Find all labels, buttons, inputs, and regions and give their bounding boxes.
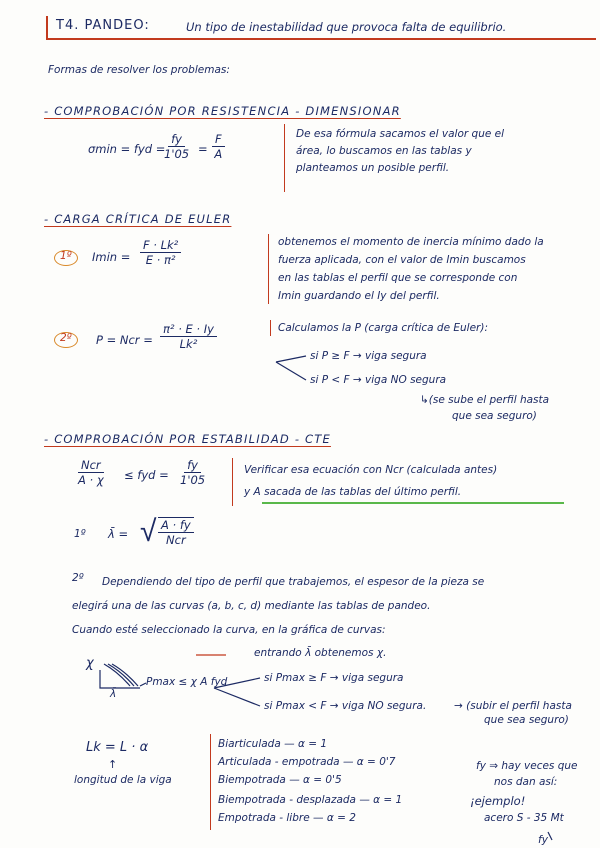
s2-p-num: π² · E · Iy [160, 322, 217, 337]
arrow-icon [276, 362, 306, 380]
s1-F-den: A [214, 147, 223, 161]
s2-step1-label: 1º [60, 250, 72, 262]
s3-lambda-num: A · fy [158, 517, 194, 533]
s4-case-1: Biarticulada — α = 1 [218, 738, 328, 750]
s4-case-2: Articulada - empotrada — α = 0'7 [218, 756, 396, 768]
s2-imin-num: F · Lk² [140, 238, 181, 253]
s3-fy-num: fy [184, 458, 201, 473]
s3-ncr-num: Ncr [78, 458, 104, 473]
arrow-icon [214, 678, 260, 688]
s2-case-safe: si P ≥ F → viga segura [310, 350, 427, 362]
s3-graph-line: entrando λ̄ obtenemos χ. [254, 647, 387, 659]
s2-note1-line-3: en las tablas el perfil que se corresponde con [278, 272, 518, 284]
s3-chi-axis: χ [86, 656, 94, 671]
curve-icon [112, 664, 138, 686]
s2-p-lhs: P = Ncr = [96, 333, 153, 347]
title-code: T4. PANDEO: [56, 18, 150, 33]
s4-case-5: Empotrada - libre — α = 2 [218, 812, 356, 824]
s3-ncr-den: A · χ [78, 473, 104, 487]
s3-lambda-den: Ncr [166, 533, 186, 547]
s4-side-3: ¡ejemplo! [470, 794, 526, 808]
s2-note1-line-1: obtenemos el momento de inercia mínimo dado la [278, 236, 544, 248]
arrow-up-icon: ↑ [108, 758, 118, 771]
s4-side-2: nos dan así: [494, 776, 558, 788]
s3-leq: ≤ fyd = [124, 468, 169, 482]
s4-side-1: fy ⇒ hay veces que [476, 760, 578, 772]
lk-caption: longitud de la viga [74, 774, 172, 786]
arrow-icon [214, 688, 260, 706]
s2-imin-den: E · π² [145, 253, 176, 267]
s3-fy-den: 1'05 [180, 473, 206, 487]
lk-formula: Lk = L · α [86, 740, 149, 755]
s4-case-4: Biempotrada - desplazada — α = 1 [218, 794, 403, 806]
s3-case2-note-2: que sea seguro) [484, 714, 569, 726]
section-euler-heading: - CARGA CRÍTICA DE EULER [44, 212, 232, 226]
section-cte-heading: - COMPROBACIÓN POR ESTABILIDAD - CTE [44, 432, 331, 446]
s3-step1-label: 1º [74, 528, 86, 540]
s3-para-line-3: Cuando esté seleccionado la curva, en la gráfica de curvas: [72, 624, 386, 636]
s2-note1-line-2: fuerza aplicada, con el valor de Imin buscamos [278, 254, 526, 266]
s1-F-num: F [212, 132, 225, 147]
s3-case-safe: si Pmax ≥ F → viga segura [264, 672, 404, 684]
s2-case2-note-1: ↳(se sube el perfil hasta [420, 394, 550, 406]
s1-fy-den: 1'05 [164, 147, 190, 161]
s2-imin-lhs: Imin = [92, 250, 131, 264]
s1-formula-lhs: σmin = fyd = [88, 142, 166, 156]
s4-case-3: Biempotrada — α = 0'5 [218, 774, 342, 786]
s3-case2-note-1: → (subir el perfil hasta [454, 700, 572, 712]
s3-note-line-1: Verificar esa ecuación con Ncr (calculada antes) [244, 464, 498, 476]
s3-para-line-1: Dependiendo del tipo de perfil que trabajemos, el espesor de la pieza se [102, 576, 485, 588]
s3-para-line-2: elegirá una de las curvas (a, b, c, d) mediante las tablas de pandeo. [72, 600, 431, 612]
s2-case-unsafe: si P < F → viga NO segura [310, 374, 447, 386]
s3-lambda-lhs: λ̄ = [108, 527, 129, 541]
sqrt-icon: √ [140, 514, 157, 549]
arrow-icon [276, 356, 306, 362]
s2-note2: Calculamos la P (carga crítica de Euler): [278, 322, 489, 334]
s3-step2-label: 2º [72, 572, 84, 584]
s3-case-unsafe: si Pmax < F → viga NO segura. [264, 700, 427, 712]
s2-step2-label: 2º [60, 332, 72, 344]
s1-fy-num: fy [168, 132, 185, 147]
s3-note-line-2: y A sacada de las tablas del último perfil. [244, 486, 462, 498]
s1-note-line-2: área, lo buscamos en las tablas y [296, 145, 472, 157]
intro-text: Formas de resolver los problemas: [48, 64, 230, 76]
s2-note1-line-4: Imin guardando el Iy del perfil. [278, 290, 440, 302]
s1-note-line-3: planteamos un posible perfil. [296, 162, 450, 174]
curve-icon [108, 664, 134, 686]
s3-pmax: Pmax ≤ χ A fyd [146, 676, 228, 688]
arrow-icon [140, 683, 146, 686]
s1-note-line-1: De esa fórmula sacamos el valor que el [296, 128, 505, 140]
section-resistencia-heading: - COMPROBACIÓN POR RESISTENCIA - DIMENSIONAR [44, 104, 401, 118]
arrow-icon [548, 832, 552, 840]
s4-side-5: fy [538, 834, 548, 846]
s3-lambda-axis: λ̄ [110, 688, 117, 700]
s4-side-4: acero S - 35 Mt [484, 812, 564, 824]
s2-case2-note-2: que sea seguro) [452, 410, 537, 422]
s1-eq: = [198, 142, 208, 156]
title-subtitle: Un tipo de inestabilidad que provoca falta de equilibrio. [186, 20, 507, 34]
s2-p-den: Lk² [179, 337, 198, 351]
